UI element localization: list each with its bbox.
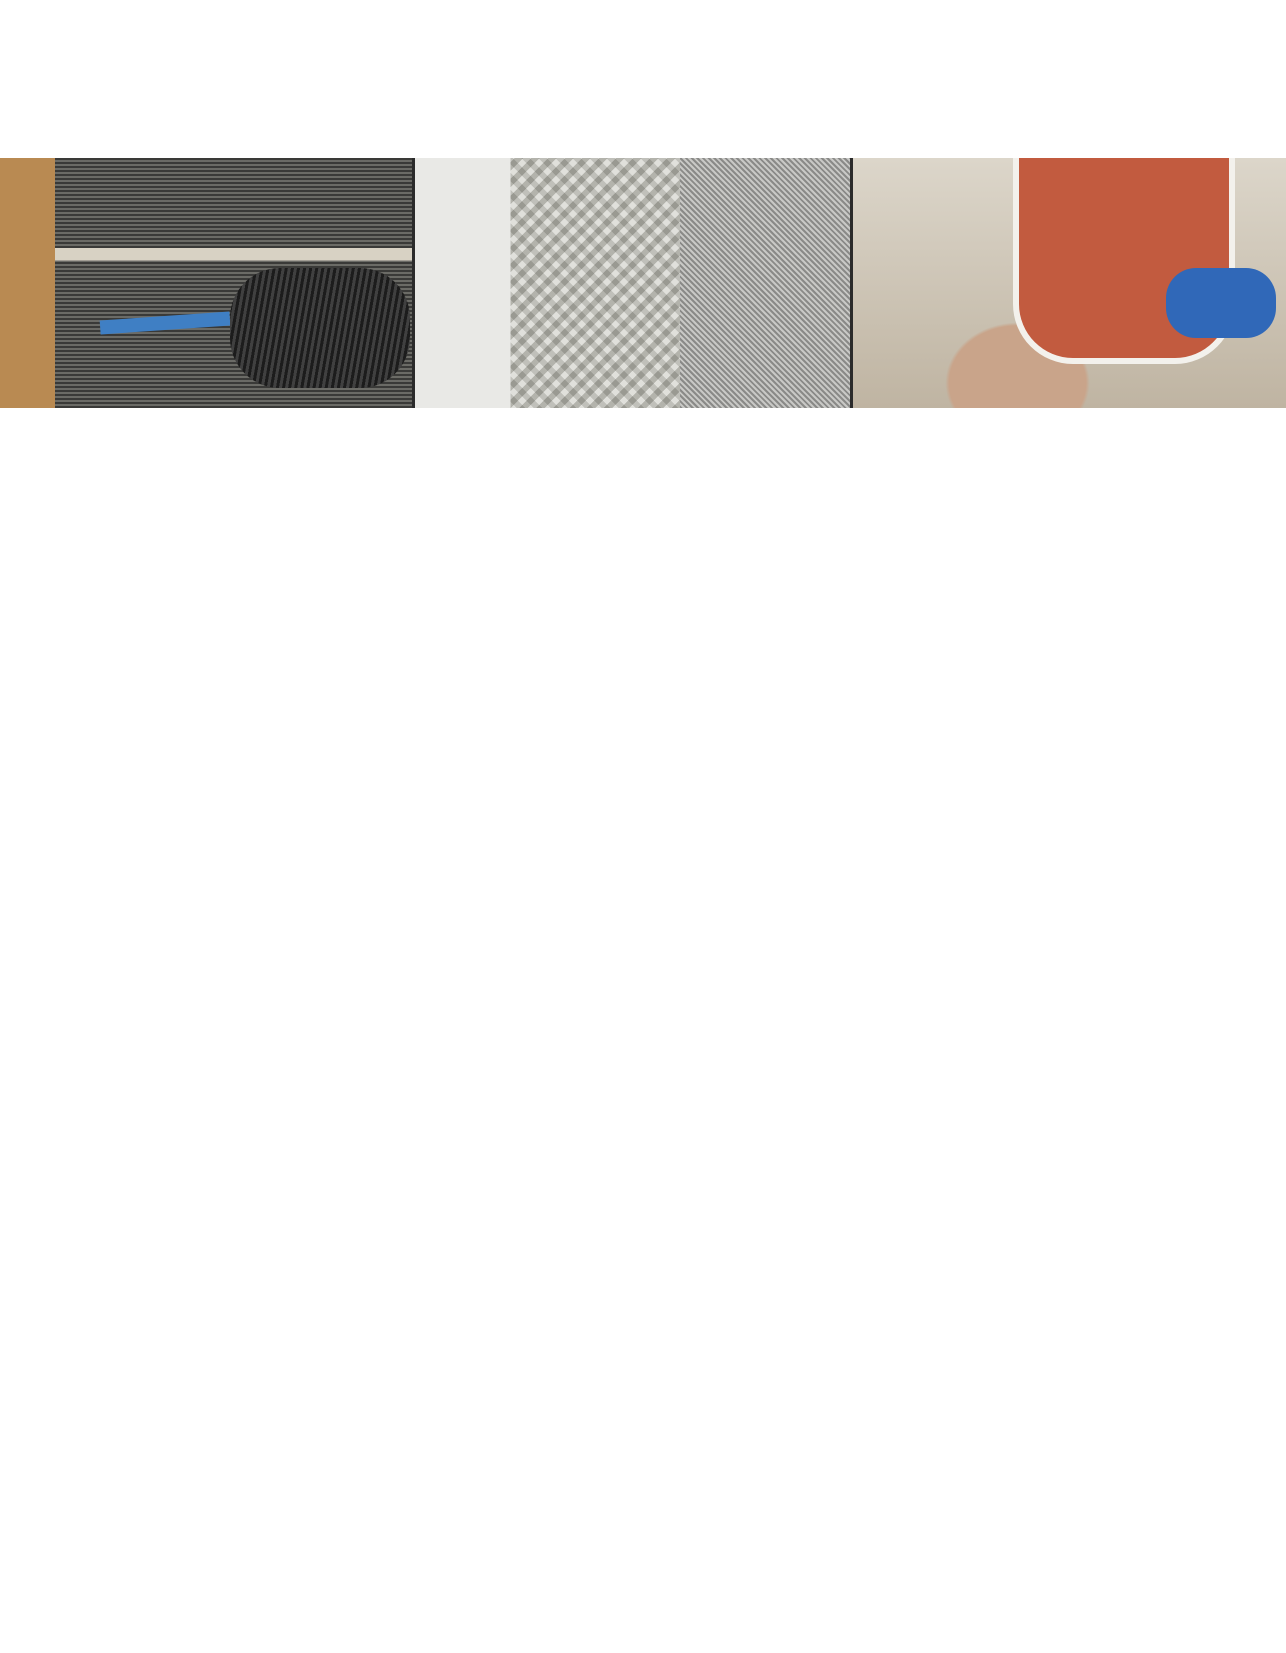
fiberglass-cloth-photo <box>415 158 853 408</box>
sun-logo-icon <box>0 1455 1286 1653</box>
carbon-fiber-rolls-photo <box>0 158 415 408</box>
header-photo-banner <box>0 158 1286 408</box>
fairing-compound-bucket-photo <box>853 158 1286 408</box>
